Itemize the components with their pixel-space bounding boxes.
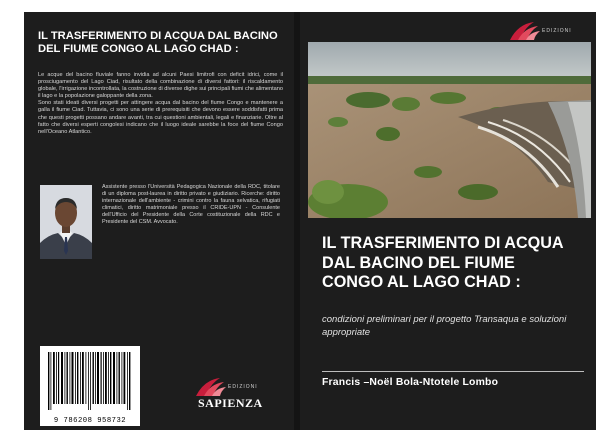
author-photo <box>40 185 92 259</box>
barcode-icon <box>40 346 140 416</box>
isbn-barcode <box>40 346 140 426</box>
back-cover-title: IL TRASFERIMENTO DI ACQUA DAL BACINO DEL FIUME CONGO AL LAGO CHAD : <box>38 30 278 55</box>
isbn-number: 9 786208 958732 <box>53 417 127 425</box>
sapienza-logo-icon <box>508 20 542 42</box>
publisher-imprint: EDIZIONI <box>228 384 258 390</box>
author-portrait-icon <box>40 185 92 259</box>
book-subtitle: condizioni preliminari per il progetto Transaqua e soluzioni appropriate <box>322 314 567 338</box>
book-title: IL TRASFERIMENTO DI ACQUA DAL BACINO DEL FIUME CONGO AL LAGO CHAD : <box>322 234 564 291</box>
publisher-imprint: EDIZIONI <box>542 28 572 34</box>
back-cover <box>24 12 294 430</box>
description-paragraph: Sono stati ideati diversi progetti per attingere acqua dal bacino del fiume Congo e mantenere a galla il fiume Ciad. Tuttavia, ci sono una serie di prerequisiti che devono essere soddisfatti prima che questi progetti possano andare avanti, tra cui questioni ambientali, legali e finanziarie. Oltre al fatto che diversi esperti congolesi indicano che il luogo ideale sarebbe la foce del fiume Congo nell'Oceano Atlantico. <box>38 100 283 135</box>
front-cover <box>300 12 596 430</box>
publisher-name: SAPIENZA <box>198 396 263 410</box>
description-paragraph: Le acque del bacino fluviale fanno invidia ad alcuni Paesi limitrofi con deficit idrici, come il prosciugamento del Lago Ciad, risultato della combinazione di diversi fattori: il riscaldamento globale, l'irrigazione incontrollata, la costruzione di diverse dighe sui principali fiumi che alimentano il lago e la popolazione galoppante della zona. <box>38 72 283 100</box>
book-author: Francis –Noël Bola-Ntotele Lombo <box>322 377 499 388</box>
title-divider <box>322 371 584 372</box>
back-cover-description <box>38 72 283 136</box>
publisher-logo-back <box>184 374 274 424</box>
author-bio: Assistente presso l'Università Pedagogica Nazionale della RDC, titolare di un diploma post-laurea in diritto privato e giudiziario. Ricerche: diritto internazionale dell'ambiente - crimini contro la fauna selvatica, rifugiati climatici, diritto matrimoniale presso il CRIDE-UPN - Consulente dell'Ufficio del Presidente della Corte costituzionale della RDC e Presidente del CSM. Avvocato. <box>102 184 280 226</box>
cover-photo-river <box>308 42 591 218</box>
sapienza-logo-icon <box>194 376 228 398</box>
flooded-river-image <box>308 42 591 218</box>
